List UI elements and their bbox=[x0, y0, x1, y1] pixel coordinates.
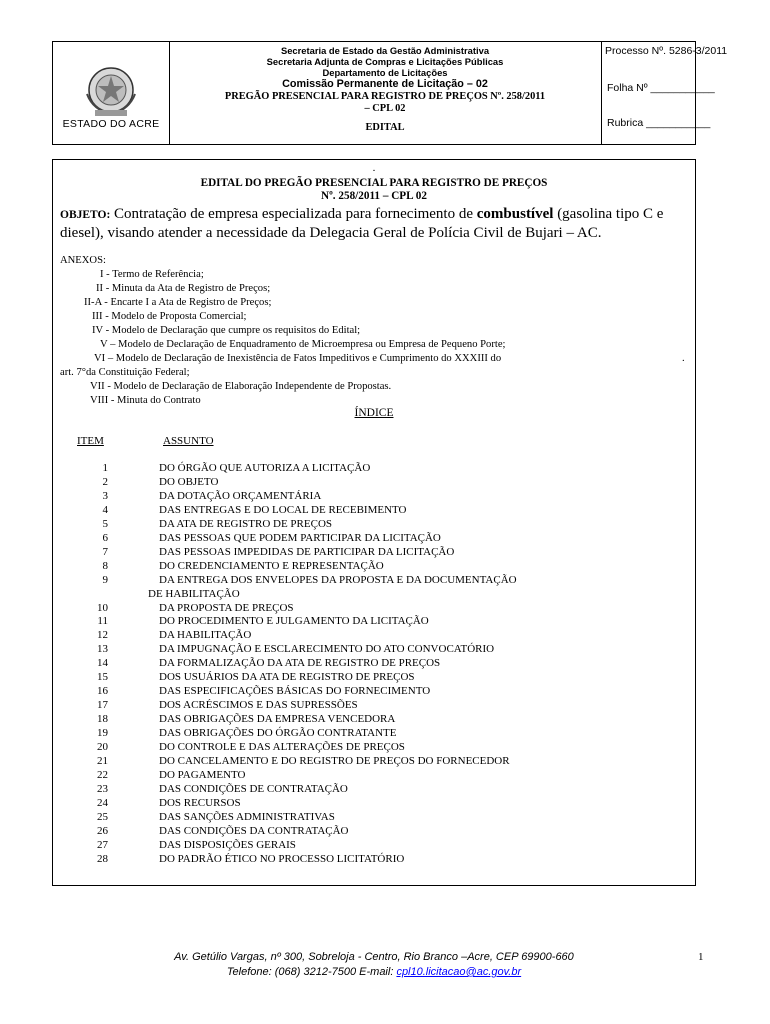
anexo-item: VIII - Minuta do Contrato bbox=[90, 395, 201, 406]
index-item-number: 17 bbox=[97, 699, 108, 712]
footer-address: Av. Getúlio Vargas, nº 300, Sobreloja - Centro, Rio Branco –Acre, CEP 69900-660 bbox=[174, 951, 574, 963]
index-item-number: 18 bbox=[97, 713, 108, 726]
anexo-item: III - Modelo de Proposta Comercial; bbox=[92, 311, 247, 322]
anexo-item: IV - Modelo de Declaração que cumpre os requisitos do Edital; bbox=[92, 325, 361, 336]
anexo-item: VI – Modelo de Declaração de Inexistência de Fatos Impeditivos e Cumprimento do XXXIII do bbox=[94, 353, 502, 364]
index-item-title: DO CANCELAMENTO E DO REGISTRO DE PREÇOS DO FORNECEDOR bbox=[159, 754, 510, 767]
index-item-title: DAS OBRIGAÇÕES DO ÓRGÃO CONTRATANTE bbox=[159, 727, 397, 740]
header-title-cell bbox=[169, 42, 602, 144]
index-item-number: 13 bbox=[97, 643, 108, 656]
page-number: 1 bbox=[698, 951, 704, 963]
objeto-label: OBJETO: bbox=[60, 209, 111, 221]
index-item-title: DAS PESSOAS IMPEDIDAS DE PARTICIPAR DA LICITAÇÃO bbox=[159, 545, 455, 558]
anexo-item: art. 7°da Constituição Federal; bbox=[60, 367, 190, 378]
index-item-title: DOS ACRÉSCIMOS E DAS SUPRESSÕES bbox=[159, 699, 358, 712]
index-item-title: DAS CONDIÇÕES DE CONTRATAÇÃO bbox=[159, 782, 348, 795]
index-item-number: 7 bbox=[102, 545, 108, 558]
index-item-number: 12 bbox=[97, 629, 108, 642]
index-item-title: DAS ESPECIFICAÇÕES BÁSICAS DO FORNECIMENTO bbox=[159, 685, 431, 698]
header-line-5: PREGÃO PRESENCIAL PARA REGISTRO DE PREÇOS Nº. 258/2011 bbox=[224, 91, 546, 102]
anexo-item: II - Minuta da Ata de Registro de Preços; bbox=[96, 283, 271, 294]
index-item-number: 27 bbox=[97, 838, 108, 851]
index-item-title: DO PAGAMENTO bbox=[159, 768, 246, 781]
objeto-paragraph bbox=[60, 205, 692, 242]
index-item-number: 10 bbox=[97, 601, 108, 614]
footer-email-link[interactable]: cpl10.licitacao@ac.gov.br bbox=[396, 966, 522, 978]
index-item-number: 4 bbox=[102, 503, 108, 516]
index-item-number: 14 bbox=[97, 657, 108, 670]
col-item-header: ITEM bbox=[77, 435, 104, 447]
footer-contact bbox=[52, 966, 696, 979]
index-item-number: 23 bbox=[97, 782, 108, 795]
edital-number: Nº. 258/2011 – CPL 02 bbox=[321, 190, 427, 202]
index-item-number: 28 bbox=[97, 852, 108, 865]
header-line-3: Departamento de Licitações bbox=[322, 67, 448, 78]
index-item-title: DO CONTROLE E DAS ALTERAÇÕES DE PREÇOS bbox=[159, 741, 405, 753]
folha-field: Folha Nº ___________ bbox=[607, 82, 715, 94]
index-item-number: 6 bbox=[102, 531, 108, 544]
index-item-number: 24 bbox=[97, 796, 108, 809]
index-item-number: 25 bbox=[97, 810, 108, 823]
index-item-number: 11 bbox=[97, 615, 108, 628]
index-item-number: 20 bbox=[97, 741, 108, 753]
objeto-text-b: (gasolina tipo C e diesel), visando atender a necessidade da Delegacia Geral de Polícia Civil de Bujari – AC. bbox=[60, 206, 664, 241]
index-item-number: 9 bbox=[102, 573, 108, 586]
anexo-item: VII - Modelo de Declaração de Elaboração Independente de Propostas. bbox=[90, 381, 392, 392]
index-item-title: DA IMPUGNAÇÃO E ESCLARECIMENTO DO ATO CONVOCATÓRIO bbox=[159, 643, 495, 656]
rubrica-field: Rubrica ___________ bbox=[607, 117, 711, 129]
index-item-title: DOS USUÁRIOS DA ATA DE REGISTRO DE PREÇOS bbox=[159, 671, 415, 684]
header-line-1: Secretaria de Estado da Gestão Administrativa bbox=[280, 45, 490, 56]
index-item-title: DA DOTAÇÃO ORÇAMENTÁRIA bbox=[159, 489, 322, 502]
anexo-item: V – Modelo de Declaração de Enquadramento de Microempresa ou Empresa de Pequeno Porte; bbox=[100, 339, 506, 350]
index-item-number: 16 bbox=[97, 685, 108, 698]
index-item-title: DA ENTREGA DOS ENVELOPES DA PROPOSTA E DA DOCUMENTAÇÃO bbox=[159, 573, 517, 586]
index-item-number: 15 bbox=[97, 671, 108, 684]
index-item-number: 21 bbox=[97, 754, 108, 767]
document-header bbox=[52, 41, 728, 145]
index-item-number: 5 bbox=[102, 517, 108, 530]
anexos-label: ANEXOS: bbox=[60, 255, 106, 266]
col-assunto-header: ASSUNTO bbox=[163, 435, 214, 447]
objeto-bold: combustível bbox=[476, 206, 554, 222]
index-item-title: DAS ENTREGAS E DO LOCAL DE RECEBIMENTO bbox=[159, 503, 407, 516]
index-item-title: DAS OBRIGAÇÕES DA EMPRESA VENCEDORA bbox=[159, 713, 396, 726]
header-line-6: – CPL 02 bbox=[364, 103, 406, 114]
anexo-item: I - Termo de Referência; bbox=[100, 269, 204, 280]
index-item-title: DO PROCEDIMENTO E JULGAMENTO DA LICITAÇÃO bbox=[159, 615, 429, 628]
indice-heading: ÍNDICE bbox=[354, 407, 394, 419]
edital-title: EDITAL DO PREGÃO PRESENCIAL PARA REGISTRO DE PREÇOS bbox=[200, 177, 548, 189]
header-process-cell bbox=[601, 42, 728, 144]
index-item-title: DO OBJETO bbox=[159, 475, 219, 488]
body-dot: . bbox=[372, 162, 376, 174]
index-item-title: DO PADRÃO ÉTICO NO PROCESSO LICITATÓRIO bbox=[159, 852, 405, 865]
index-item-title: DO ÓRGÃO QUE AUTORIZA A LICITAÇÃO bbox=[159, 462, 371, 474]
index-item-title: DA PROPOSTA DE PREÇOS bbox=[159, 601, 294, 614]
header-line-2: Secretaria Adjunta de Compras e Licitações Públicas bbox=[266, 56, 504, 67]
trailing-dot: . bbox=[682, 353, 685, 364]
index-item-number: 26 bbox=[97, 824, 108, 837]
index-item-title: DAS SANÇÕES ADMINISTRATIVAS bbox=[159, 810, 335, 823]
header-line-4: Comissão Permanente de Licitação – 02 bbox=[282, 78, 488, 90]
index-item-number: 19 bbox=[97, 727, 108, 740]
index-item-title: DE HABILITAÇÃO bbox=[148, 587, 240, 600]
state-seal-icon bbox=[83, 64, 139, 124]
objeto-text-a: Contratação de empresa especializada para fornecimento de bbox=[110, 206, 477, 222]
header-logo-cell bbox=[53, 42, 170, 144]
index-item-title: DA FORMALIZAÇÃO DA ATA DE REGISTRO DE PREÇOS bbox=[159, 657, 441, 670]
anexo-item: II-A - Encarte I a Ata de Registro de Preços; bbox=[84, 297, 272, 308]
index-item-title: DA HABILITAÇÃO bbox=[159, 629, 252, 642]
index-item-number: 8 bbox=[102, 559, 108, 572]
index-item-title: DOS RECURSOS bbox=[159, 796, 241, 809]
index-item-number: 1 bbox=[102, 462, 108, 474]
footer-phone: Telefone: (068) 3212-7500 E-mail: bbox=[226, 966, 397, 978]
index-item-title: DAS DISPOSIÇÕES GERAIS bbox=[159, 838, 296, 851]
index-item-number: 2 bbox=[102, 475, 108, 488]
index-item-title: DAS CONDIÇÕES DA CONTRATAÇÃO bbox=[159, 824, 349, 837]
process-number: Processo Nº. 5286-3/2011 bbox=[605, 45, 728, 57]
index-item-title: DA ATA DE REGISTRO DE PREÇOS bbox=[159, 517, 333, 530]
index-item-title: DO CREDENCIAMENTO E REPRESENTAÇÃO bbox=[159, 559, 384, 572]
index-item-number: 22 bbox=[97, 768, 108, 781]
index-item-title: DAS PESSOAS QUE PODEM PARTICIPAR DA LICITAÇÃO bbox=[159, 531, 441, 544]
state-name: ESTADO DO ACRE bbox=[62, 118, 160, 130]
header-line-7: EDITAL bbox=[365, 122, 405, 133]
index-item-number: 3 bbox=[102, 489, 108, 502]
